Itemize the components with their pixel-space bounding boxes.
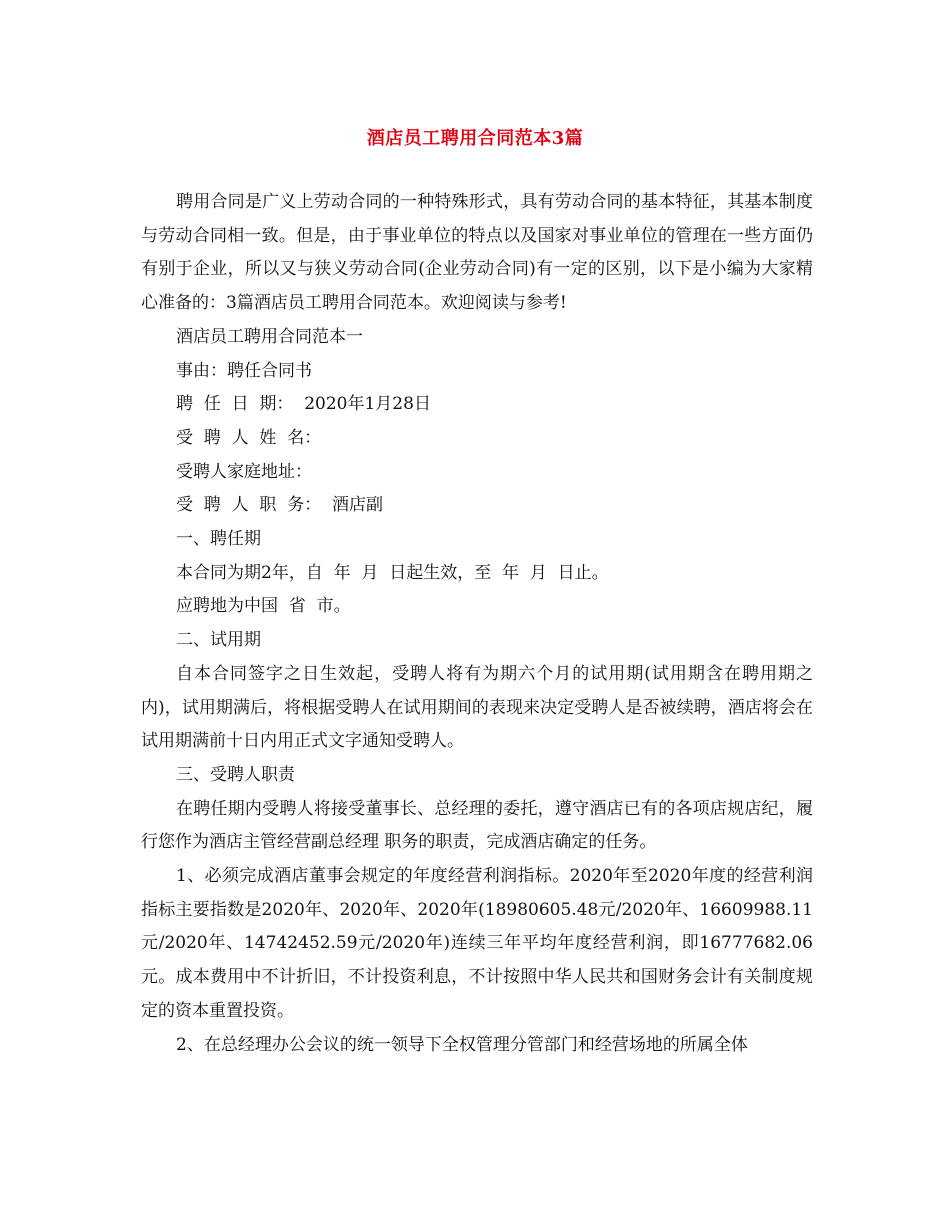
clause3-heading: 三、受聘人职责 — [176, 764, 295, 785]
clause3-item2: 2、在总经理办公会议的统一领导下全权管理分管部门和经营场地的所属全体 — [176, 1034, 748, 1055]
document-body — [141, 186, 813, 1062]
section-title: 酒店员工聘用合同范本一 — [176, 326, 363, 347]
clause1-line1: 本合同为期2年，自 年 月 日起生效，至 年 月 日止。 — [176, 562, 609, 583]
document-title: 酒店员工聘用合同范本3篇 — [366, 128, 584, 149]
field-name: 受 聘 人 姓 名： — [176, 427, 322, 448]
clause3-text: 在聘任期内受聘人将接受董事长、总经理的委托，遵守酒店已有的各项店规店纪，履行您作为酒店主管经营副总经理 职务的职责，完成酒店确定的任务。 — [141, 798, 813, 853]
clause2-text: 自本合同签字之日生效起，受聘人将有为期六个月的试用期(试用期含在聘用期之内)，试用期满后，将根据受聘人在试用期间的表现来决定受聘人是否被续聘，酒店将会在试用期满前十日内用正式文字通知受聘人。 — [141, 663, 813, 752]
field-reason: 事由：聘任合同书 — [176, 360, 312, 381]
clause1-line2: 应聘地为中国 省 市。 — [176, 596, 351, 617]
clause2-heading: 二、试用期 — [176, 630, 261, 651]
field-position: 受 聘 人 职 务： 酒店副 — [176, 495, 384, 516]
field-date: 聘 任 日 期： 2020年1月28日 — [176, 394, 431, 415]
clause1-heading: 一、聘任期 — [176, 529, 261, 550]
intro-paragraph: 聘用合同是广义上劳动合同的一种特殊形式，具有劳动合同的基本特征，其基本制度与劳动合同相一致。但是，由于事业单位的特点以及国家对事业单位的管理在一些方面仍有别于企业，所以又与狭义劳动合同(企业劳动合同)有一定的区别，以下是小编为大家精心准备的：3篇酒店员工聘用合同范本。欢迎阅读与参考! — [141, 192, 813, 314]
clause3-item1: 1、必须完成酒店董事会规定的年度经营利润指标。2020年至2020年度的经营利润指标主要指数是2020年、2020年、2020年(18980605.48元/2020年、16609988.11元/2020年、14742452.59元/2020年)连续三年平均年度经营利润，即16777682.06元。成本费用中不计折旧，不计投资利息，不计按照中华人民共和国财务会计有关制度规定的资本重置投资。 — [141, 866, 813, 1021]
field-address: 受聘人家庭地址： — [176, 461, 312, 482]
